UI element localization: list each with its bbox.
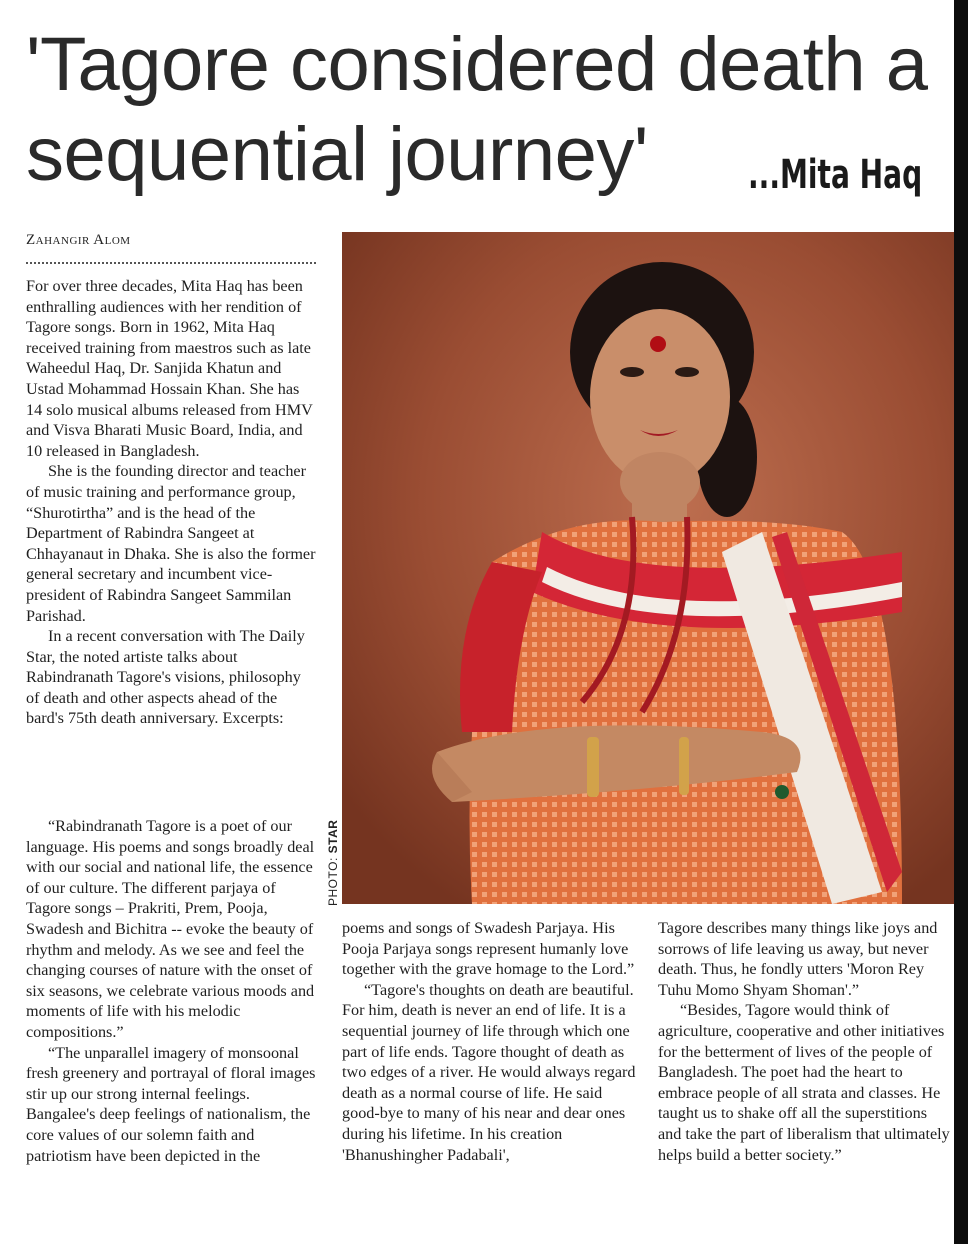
paragraph: “The unparallel imagery of monsoonal fresh greenery and portrayal of floral images stir up our strong internal feelings. Bangalee's deep feelings of nationalism, the core values of our solemn faith and patriotism have been depicted in the xyxy=(26,1043,316,1165)
portrait-illustration xyxy=(342,232,954,904)
paragraph: She is the founding director and teacher of music training and performance group, “Shurotirtha” and is the head of the Department of Rabindra Sangeet at Chhayanaut in Dhaka. She is also the former general secretary and incumbent vice-president of Rabindra Sangeet Sammilan Parishad. xyxy=(26,462,316,625)
photo-credit-source: STAR xyxy=(326,819,340,854)
paragraph: For over three decades, Mita Haq has been enthralling audiences with her rendition of Tagore songs. Born in 1962, Mita Haq received training from maestros such as late Waheedul Haq, Dr. Sanjida Khatun and Ustad Mohammad Hossain Khan. She has 14 solo musical albums released from HMV and Visva Bharati Music Board, India, and 10 released in Bangladesh. xyxy=(26,277,313,460)
column-1 xyxy=(26,276,318,729)
column-3 xyxy=(658,918,954,1165)
page-edge xyxy=(954,0,968,1244)
paragraph: Tagore describes many things like joys and sorrows of life leaving us away, but never death. Thus, he fondly utters 'Moron Rey Tuhu Momo Shyam Shoman'.” xyxy=(658,919,938,999)
subject-byline: ...Mita Haq xyxy=(748,152,923,198)
column-1-lower xyxy=(26,816,318,1166)
paragraph: poems and songs of Swadesh Parjaya. His Pooja Parjaya songs represent humanly love together with the grave homage to the Lord.” xyxy=(342,919,635,979)
portrait-photo xyxy=(342,232,954,904)
paragraph: “Besides, Tagore would think of agriculture, cooperative and other initiatives for the betterment of lives of the people of Bangladesh. The poet had the heart to embrace people of all strata and classes. He taught us to shake off all the superstitions and take the part of liberalism that ultimately helps build a better society.” xyxy=(658,1001,950,1164)
author-divider xyxy=(26,262,316,264)
column-2 xyxy=(342,918,638,1165)
headline: 'Tagore considered death a sequential journey' xyxy=(26,22,928,197)
author-name: Zahangir Alom xyxy=(26,232,131,248)
paragraph: In a recent conversation with The Daily Star, the noted artiste talks about Rabindranath Tagore's visions, philosophy of death and other aspects ahead of the bard's 75th death anniversary. Excerpts: xyxy=(26,627,305,728)
photo-credit xyxy=(326,806,344,906)
paragraph: “Tagore's thoughts on death are beautiful. For him, death is never an end of life. It is a sequential journey of life through which one part of life ends. Tagore thought of death as two edges of a river. He would always regard death as a normal course of life. He said good-bye to many of his near and dear ones during his lifetime. In his creation 'Bhanushingher Padabali', xyxy=(342,980,636,1164)
paragraph: “Rabindranath Tagore is a poet of our language. His poems and songs broadly deal with our social and national life, the essence of our culture. The different parjaya of Tagore songs – Prakriti, Prem, Pooja, Swadesh and Bichitra -- evoke the beauty of rhythm and melody. As we see and feel the changing courses of nature with the onset of six seasons, we celebrate various moods and moments of life with his melodic compositions.” xyxy=(26,817,315,1041)
photo-credit-prefix: PHOTO: xyxy=(326,853,340,906)
